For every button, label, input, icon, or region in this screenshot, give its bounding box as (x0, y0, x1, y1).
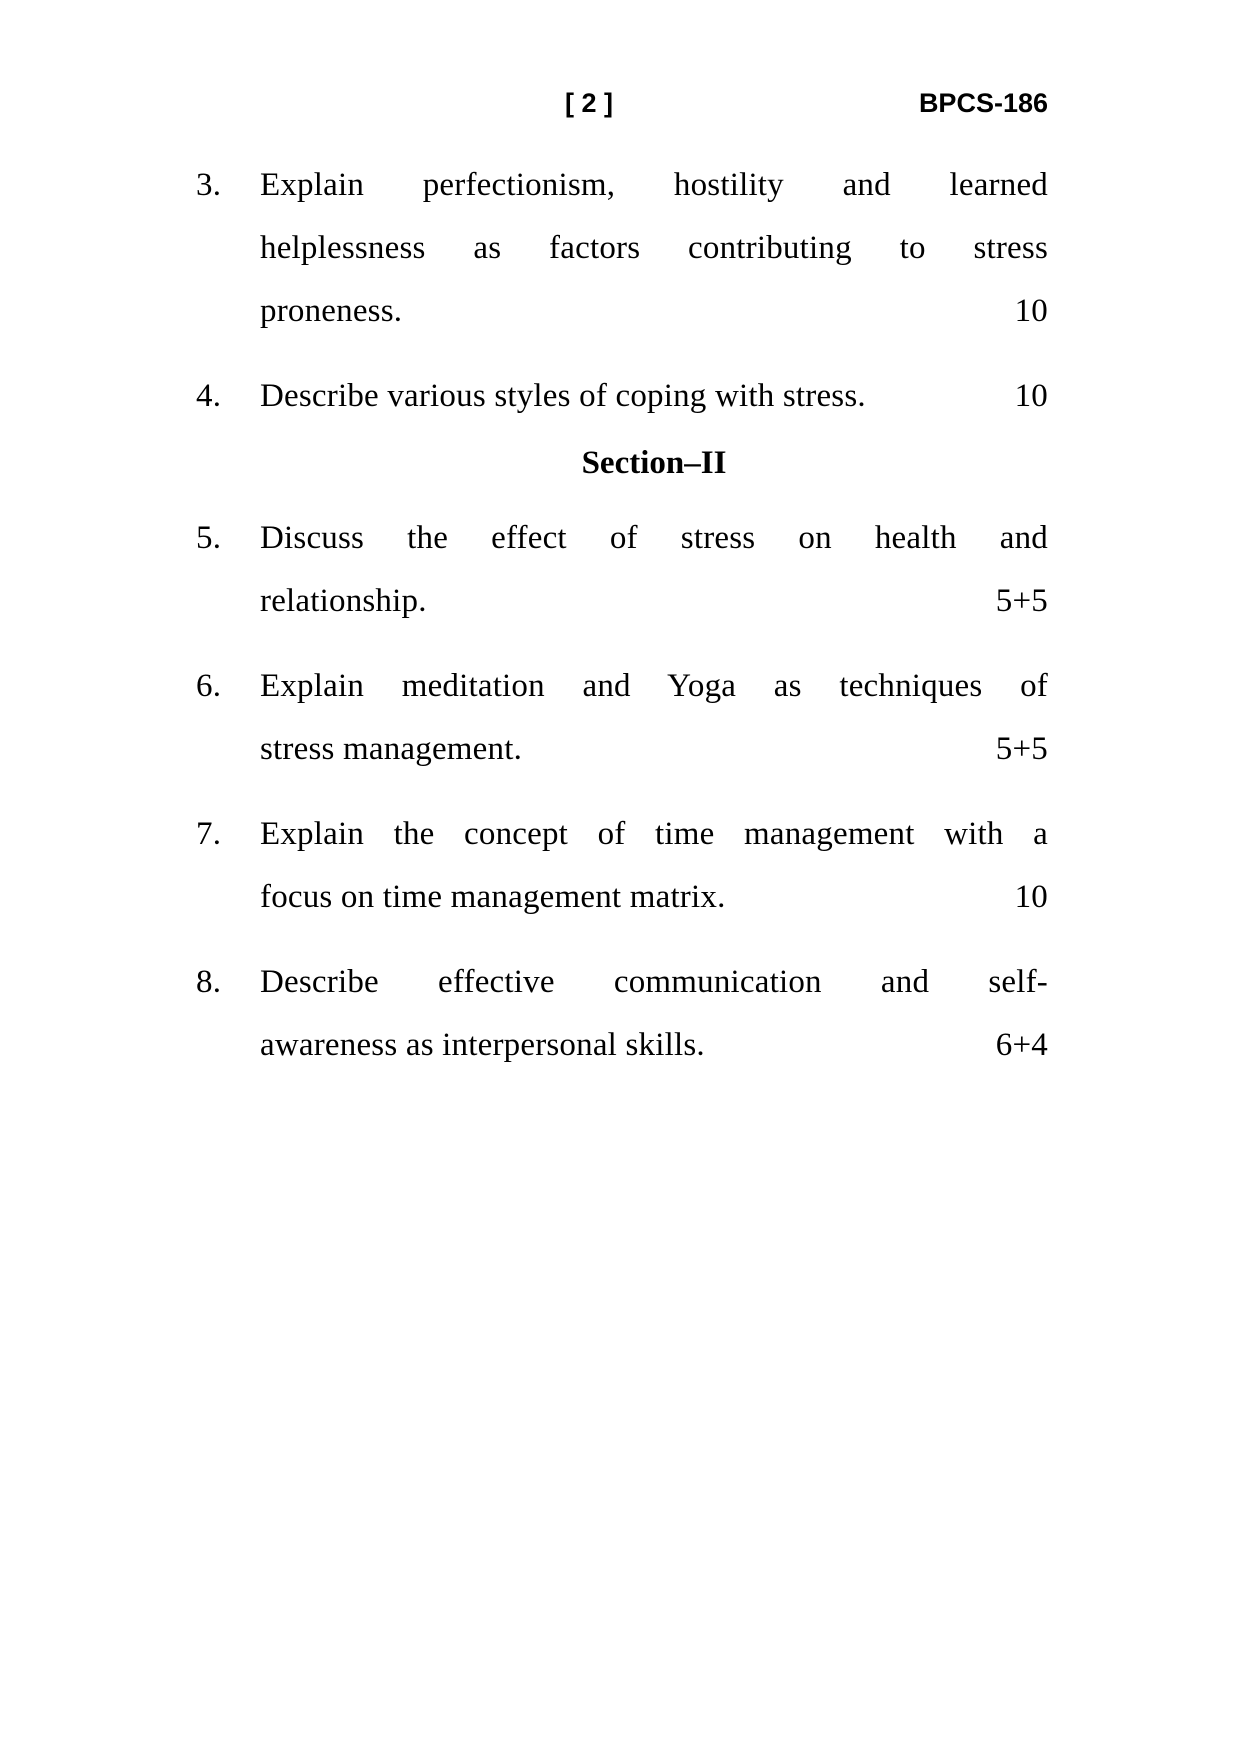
question-marks: 10 (1014, 378, 1048, 414)
question-last-line (260, 365, 1048, 428)
question-4 (196, 365, 1048, 428)
question-text-line: Explain meditation and Yoga as techniques of (260, 668, 1048, 704)
question-text-line: Explain perfectionism, hostility and learned (260, 167, 1048, 203)
question-5 (196, 507, 1048, 633)
question-list (196, 154, 1048, 1077)
question-text-line: focus on time management matrix. (260, 879, 726, 915)
page-header (0, 88, 1241, 128)
question-marks: 5+5 (995, 583, 1048, 619)
question-7 (196, 803, 1048, 929)
question-text-line: awareness as interpersonal skills. (260, 1027, 705, 1063)
question-last-line (260, 280, 1048, 343)
question-last-line (260, 866, 1048, 929)
question-marks: 10 (1014, 879, 1048, 915)
question-text-line: helplessness as factors contributing to stress (260, 230, 1048, 266)
question-number: 6. (196, 668, 222, 704)
question-text-line: Discuss the effect of stress on health and (260, 520, 1048, 556)
question-last-line (260, 570, 1048, 633)
question-last-line (260, 718, 1048, 781)
question-number: 5. (196, 520, 222, 556)
section-heading: Section–II (581, 445, 727, 481)
question-number: 8. (196, 964, 222, 1000)
question-text-line: Explain the concept of time management with a (260, 816, 1048, 852)
question-marks: 5+5 (995, 731, 1048, 767)
question-text-line: Describe various styles of coping with stress. (260, 378, 866, 414)
question-text-line: proneness. (260, 293, 403, 329)
question-last-line (260, 1014, 1048, 1077)
question-number: 3. (196, 167, 222, 203)
paper-code: BPCS-186 (918, 88, 1048, 118)
question-text-line: relationship. (260, 583, 427, 619)
question-text-line: Describe effective communication and self- (260, 964, 1048, 1000)
question-number: 4. (196, 378, 222, 414)
question-8 (196, 951, 1048, 1077)
question-number: 7. (196, 816, 222, 852)
question-text-line: stress management. (260, 731, 523, 767)
question-marks: 10 (1014, 293, 1048, 329)
page-number: [ 2 ] (565, 88, 614, 118)
question-marks: 6+4 (995, 1027, 1048, 1063)
question-6 (196, 655, 1048, 781)
question-3 (196, 154, 1048, 343)
